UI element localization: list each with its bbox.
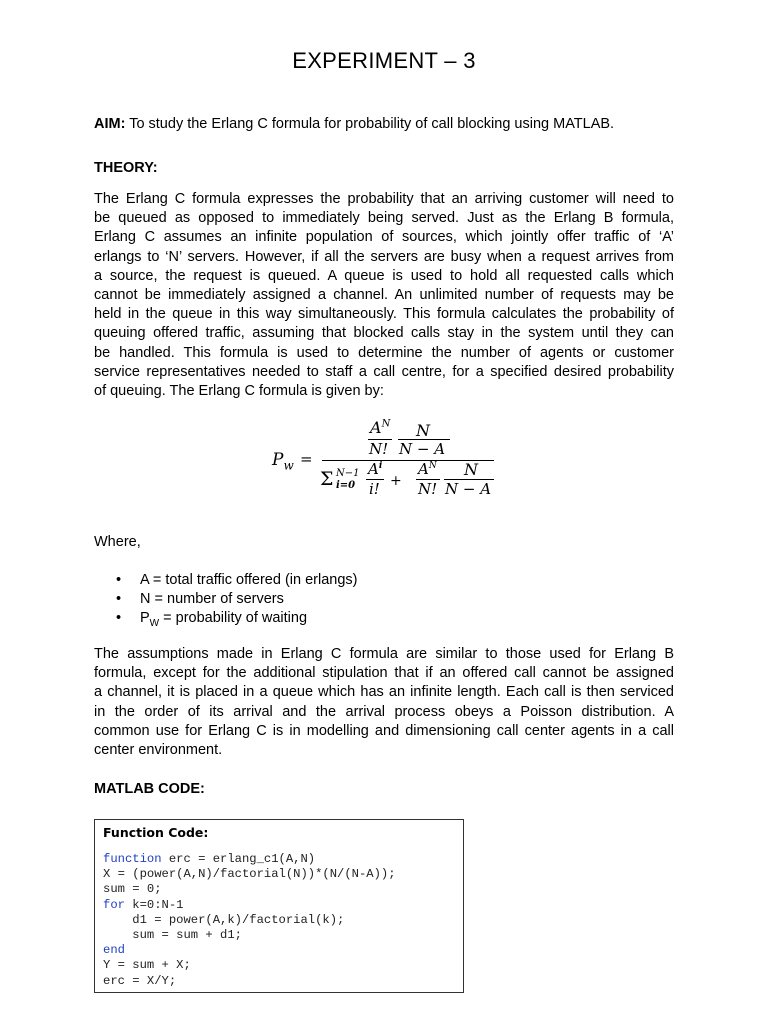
text-line: Erlang C assumes an infinite population of sources, which jointly offer traffic of ‘A’ xyxy=(94,229,674,246)
sum-upper: N−1 xyxy=(336,468,360,479)
sum-lower: i=0 xyxy=(336,480,356,491)
text-line: formula, except for the additional stipulation that if an offered call cannot be assigned xyxy=(94,665,674,682)
text-line: center environment. xyxy=(94,742,223,759)
fraction-bar xyxy=(368,439,392,440)
bullet-icon: • xyxy=(116,591,122,608)
text-line: held in the queue in this way simultaneously. This formula calculates the probability of xyxy=(94,306,674,323)
matlab-heading: MATLAB CODE: xyxy=(94,781,205,797)
variable-list xyxy=(94,571,358,634)
list-item: • N = number of servers xyxy=(94,590,358,609)
bullet-icon: • xyxy=(116,572,122,588)
num-N: N xyxy=(416,421,430,440)
text-line: a channel, it is placed in a queue which has an infinite length. Each call is then serviced xyxy=(94,684,674,701)
theory-heading: THEORY: xyxy=(94,160,158,176)
aim-label: AIM: xyxy=(94,116,126,132)
text-line: be handled. This formula is used to determine the number of agents or customer xyxy=(94,344,674,361)
assumptions-paragraph xyxy=(94,645,674,760)
text-line: service representatives needed to staff a call centre, for a specified desired probability xyxy=(94,363,674,380)
text-line: common use for Erlang C is in modelling and dimensioning call center agents in a call xyxy=(94,722,674,739)
code-keyword: for xyxy=(103,897,125,912)
sum-sigma: Σ xyxy=(320,468,334,490)
where-label: Where, xyxy=(94,534,141,550)
text-line: a source, the request is queued. A queue is used to hold all requested calls which xyxy=(94,267,674,284)
text-line: The assumptions made in Erlang C formula are similar to those used for Erlang B xyxy=(94,646,674,662)
erlang-c-formula xyxy=(266,418,506,502)
den-N-minus-A: N − A xyxy=(445,480,492,498)
code-box xyxy=(94,819,464,993)
text-line: cannot be immediately assigned a channel. An unlimited number of requests may be xyxy=(94,287,674,304)
formula-equals: = xyxy=(300,450,313,468)
num-A: $A^N$ xyxy=(370,418,391,437)
den-N-factorial: N! xyxy=(418,480,438,498)
list-item: • A = total traffic offered (in erlangs) xyxy=(94,571,358,590)
den-A-N: $A^N$ xyxy=(418,460,437,478)
code-header: Function Code: xyxy=(103,825,209,840)
text-line: queuing offered traffic, assuming that blocked calls stay in the system until they can xyxy=(94,325,674,342)
den-plus: + xyxy=(390,473,402,489)
den-i-factorial: i! xyxy=(369,480,380,498)
den-N: N xyxy=(464,460,478,479)
code-keyword: function xyxy=(103,852,162,866)
aim-line xyxy=(94,116,614,132)
bullet-icon: • xyxy=(116,610,122,627)
page-title: EXPERIMENT – 3 xyxy=(292,48,476,73)
text-line: in the order of its arrival and the arrival process obeys a Poisson distribution. A xyxy=(94,703,674,720)
aim-text: To study the Erlang C formula for probability of call blocking using MATLAB. xyxy=(125,116,615,132)
num-N-minus-A: N − A xyxy=(399,440,446,458)
text-line: erlangs to ‘N’ servers. However, if all the servers are busy when a request arrives from xyxy=(94,248,674,265)
text-line: The Erlang C formula expresses the probability that an arriving customer will need to xyxy=(94,191,674,207)
text-line: of queuing. The Erlang C formula is given by: xyxy=(94,383,384,400)
formula-lhs: $P_w$ xyxy=(272,450,294,473)
num-N-factorial: N! xyxy=(369,440,389,458)
text-line: be queued as opposed to immediately being served. Just as the Erlang B formula, xyxy=(94,210,674,227)
theory-paragraph xyxy=(94,190,674,401)
fraction-bar xyxy=(398,439,450,440)
list-item: • $P_W$ = probability of waiting xyxy=(116,610,308,630)
code-block: function erc = erlang_c1(A,N) X = (power(A,N)/factorial(N))*(N/(N-A)); sum = 0; for k=0:N-1 d1 = power(A,k)/factorial(k); sum = sum + d1; end Y = sum + X; erc = X/Y; xyxy=(103,852,396,988)
code-keyword: end xyxy=(103,943,125,958)
den-A-i: $A^i$ xyxy=(368,460,383,478)
